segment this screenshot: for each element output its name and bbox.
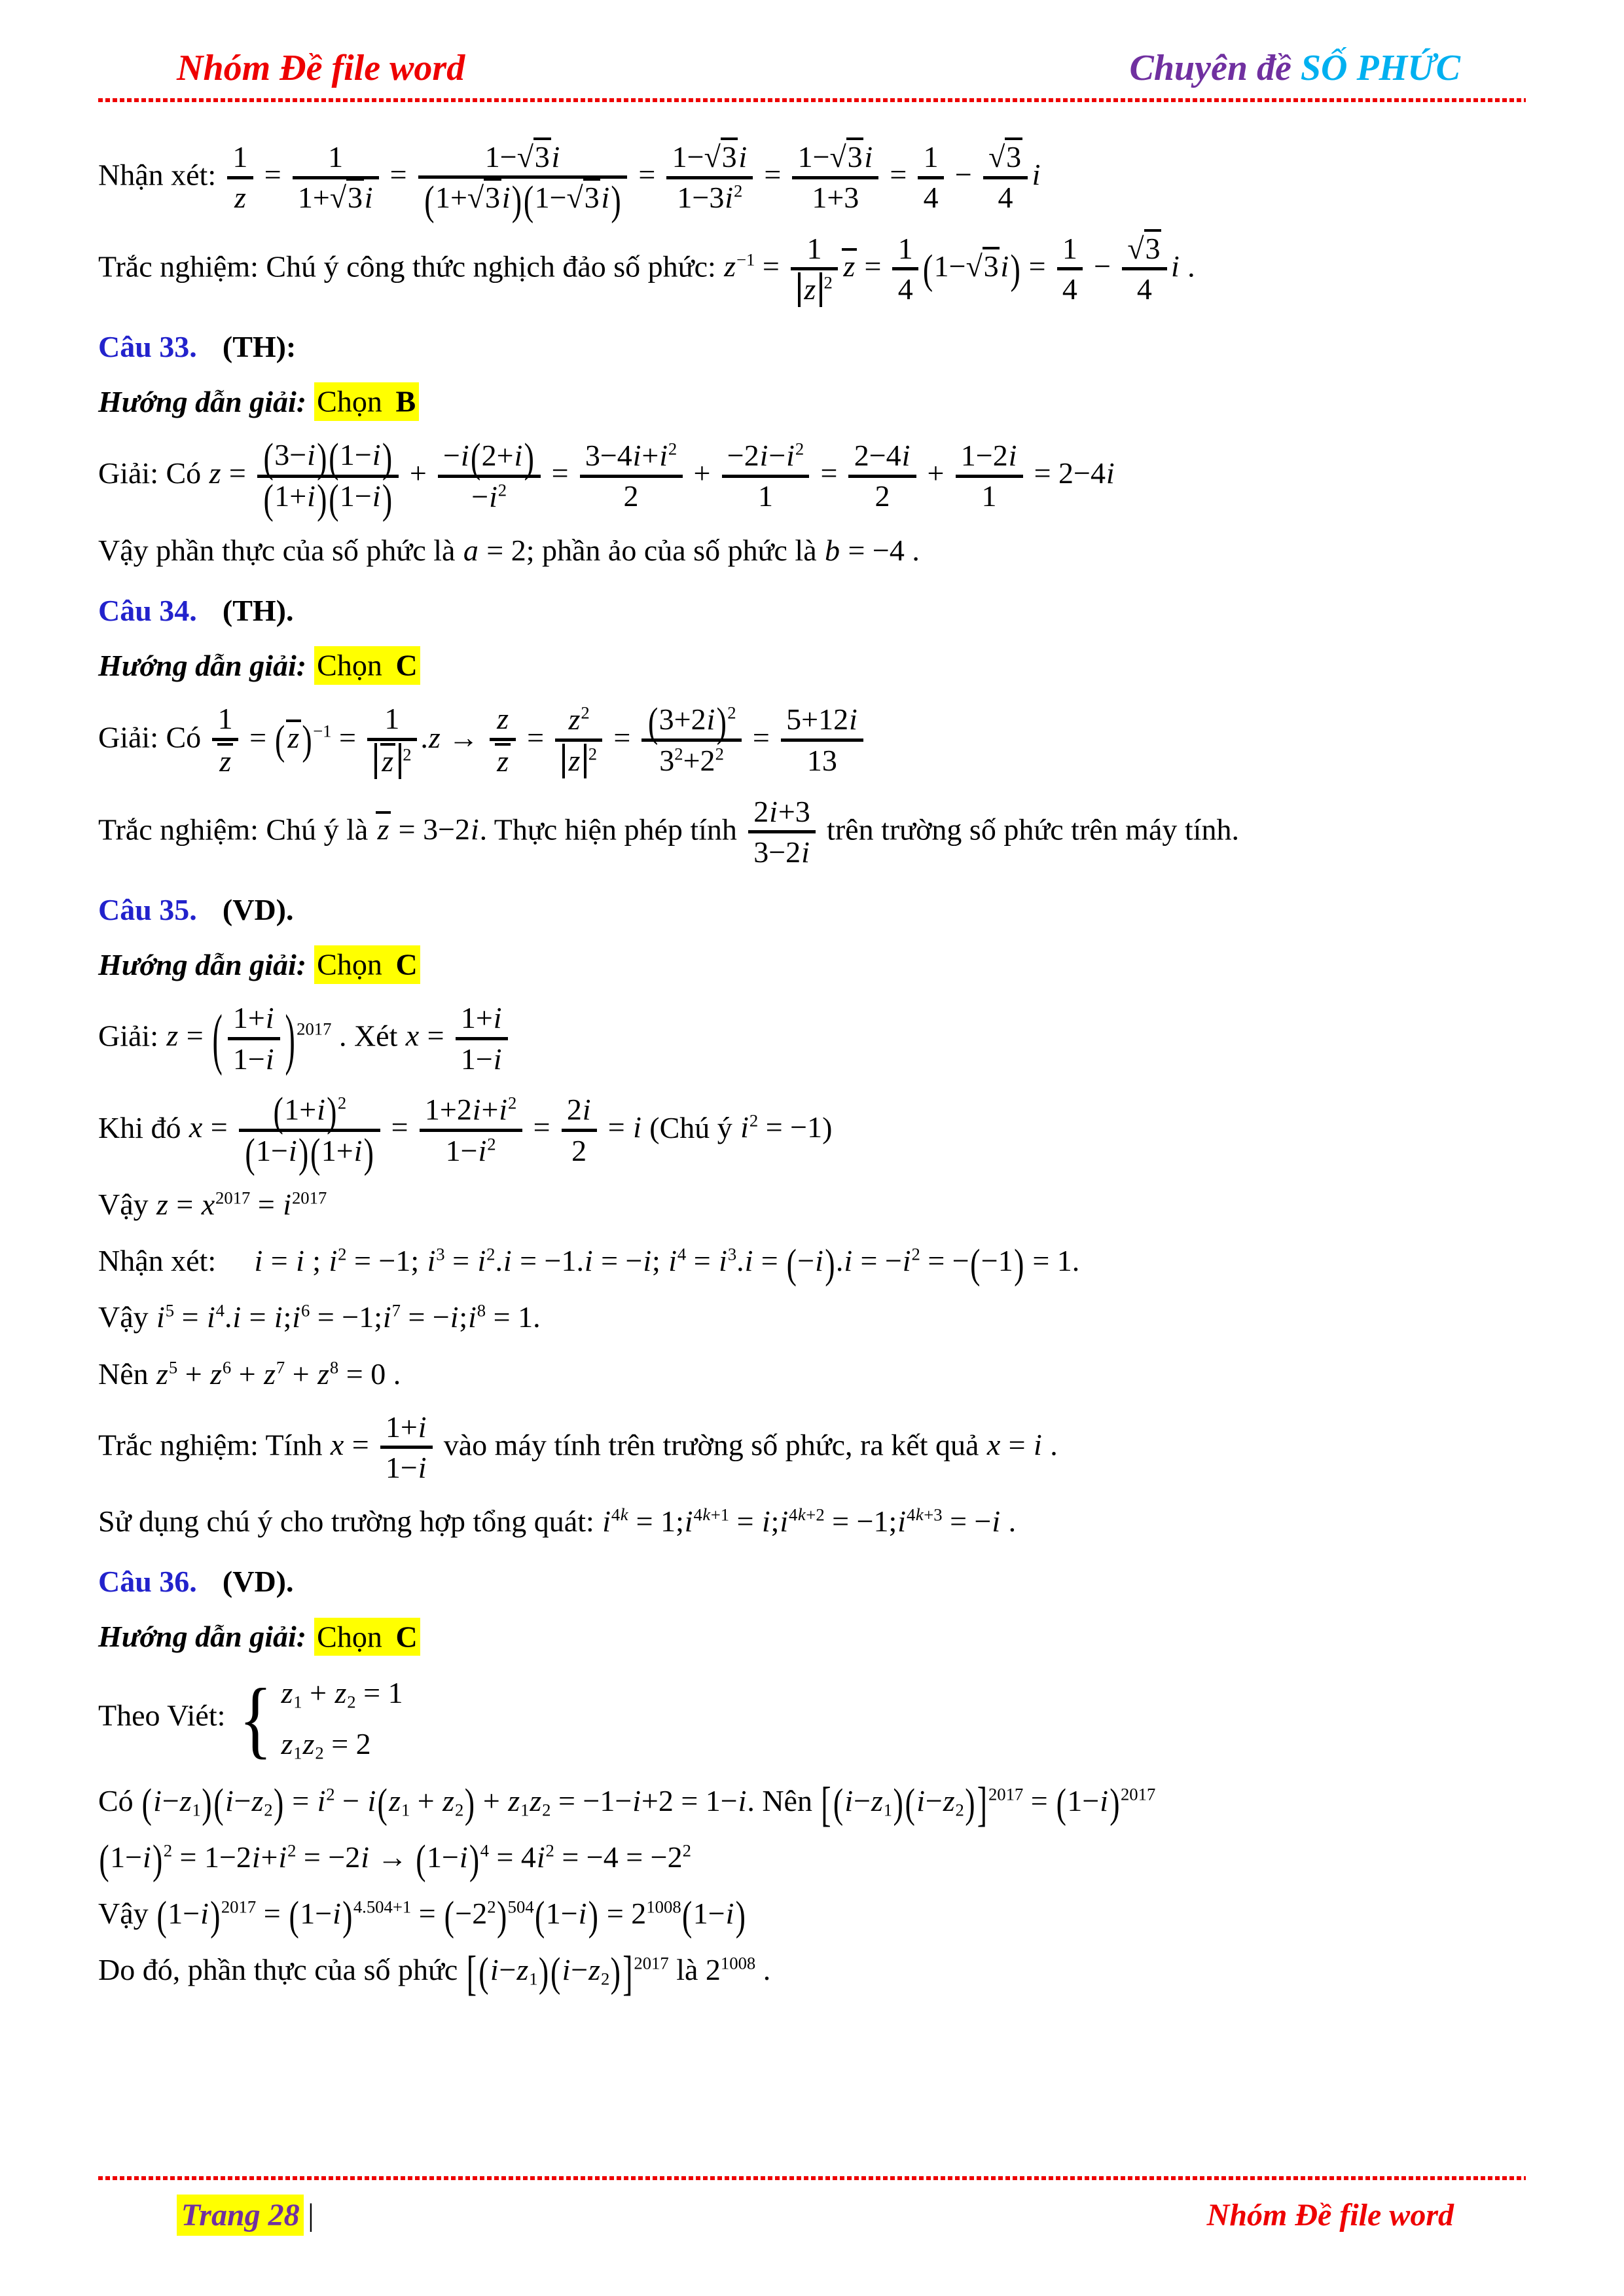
solution-34-answer [98,646,1526,686]
text-run: Trắc nghiệm: Tính [98,1427,330,1461]
text-run: là [668,1952,706,1986]
text-run: . [904,533,920,567]
text-run: Câu 35. [98,892,197,926]
solution-33-work [98,434,1526,522]
math-expression: { $z_1 + z_2 = 1$ $z_1z_2 = 2$ [239,1670,403,1767]
math-expression: $\frac{1}{z}$ = $(z)^{-1}$ = $\frac{1}{z ^2}$ .z → $\frac{z}{z}$ = $\frac{z^2}{z ^2}$ = $\frac{(3+2i)^2}{3^2+2^2}$ = $\frac{5+12i}{13}$ [209,721,867,754]
page-header [98,37,1526,89]
text-run: Vậy [98,1300,156,1334]
text-run: . [386,1357,401,1391]
text-run: Do đó, phần thực của số phức [98,1952,465,1986]
text-run: (VD). [222,1565,294,1599]
text-run: ; phần ảo của số phức là [526,533,825,567]
text-run: Câu 33. [98,330,197,364]
content [98,102,1526,2000]
remark-inverse-formula [98,139,1526,224]
remark-powers-of-i [98,1241,1526,1287]
math-expression: $(i-z_1)(i-z_2) = i^2 - i(z_1 + z_2) + z_1z_2 = -1-i+2 = 1-i$ [141,1780,747,1827]
text-run: (TH): [222,330,297,364]
math-expression: a = 2 [463,533,526,567]
mc-tip-35 [98,1410,1526,1485]
solution-36-answer [98,1616,1526,1657]
solution-36-conclusion [98,1946,1526,2000]
math-expression: $z^{-1}$ = $\frac{1}{z ^2}$ z = $\frac{1}{4}$ (1−√3i) = $\frac{1}{4}$ − $\frac{√3}{4}$ i [723,249,1180,283]
text-run: vào máy tính trên trường số phức, ra kết quả [436,1427,986,1461]
mc-tip-34 [98,795,1526,870]
text-run: ) [822,1110,833,1144]
text-run: Giải: Có [98,456,209,490]
text-run: Nhận xét: [98,1244,254,1278]
text-run: Câu 34. [98,594,197,628]
math-expression: $\frac{1}{z}$ = $\frac{1}{1+√3i}$ = $\frac{1-√3i}{(1+√3i)(1-√3i)}$ = $\frac{1-√3i}{1-3i^2}$ = $\frac{1-√3i}{1+3}$ = $\frac{1}{4}$ − $\frac{√3}{4}$ i [224,158,1041,191]
math-expression: $\frac{2i+3}{3-2i}$ [744,812,819,846]
text-run: Vậy phần thực của số phức là [98,533,463,567]
text-run: Nên [98,1357,156,1391]
powers-5-to-8 [98,1297,1526,1338]
text-run: (Chú ý [641,1110,740,1144]
text-run: . Thực hiện phép tính [479,812,745,846]
math-expression: x = $\frac{1+i}{1-i}$ [330,1428,436,1461]
solution-34-work [98,699,1526,778]
text-run: Câu 36. [98,1565,197,1599]
question-35-heading [98,890,1526,930]
header-topic [1130,48,1460,89]
math-expression: z = ( $\frac{1+i}{1-i}$ )$^{2017}$ [166,1000,332,1076]
footer-row [98,2180,1526,2233]
mc-tip-inverse [98,232,1526,307]
text-run: Trắc nghiệm: Chú ý là [98,812,376,846]
header-topic-name: SỐ PHỨC [1300,48,1460,88]
text-run: Hướng dẫn giải: [98,1620,314,1654]
text-run: . Nên [747,1783,820,1817]
text-run: . [755,1952,771,1986]
solution-36-power [98,1893,1526,1939]
math-expression: $i^2 = -1$ [740,1110,823,1144]
text-run: Hướng dẫn giải: [98,948,314,982]
footer-separator: | [308,2198,314,2232]
text-run: . [1180,249,1195,283]
math-expression: $2^{1008}$ [705,1952,756,1986]
text-run: C [393,945,420,983]
footer-brand: Nhóm Đề file word [1206,2198,1454,2232]
header-brand: Nhóm Đề file word [177,48,465,88]
solution-36-product [98,1776,1526,1831]
math-expression: x = i [986,1427,1042,1461]
text-run: . [533,1300,541,1334]
question-34-heading [98,591,1526,631]
text-run: trên trường số phức trên máy tính. [819,812,1239,846]
text-run: (VD). [222,892,294,926]
solution-35-setup [98,1001,1526,1076]
question-36-heading [98,1561,1526,1602]
text-run: Chọn [314,382,393,420]
solution-35-compute [98,1089,1526,1176]
page-footer [98,2167,1526,2233]
text-run: . [1001,1504,1017,1539]
math-expression: $i^{4k}$ = $1;i^{4k+1}$ = $i;i^{4k+2}$ = $-1;i^{4k+3} = -i$ [602,1504,1001,1539]
math-expression: $(1-i)^{2017} = (1-i)^{4.504+1} = (-2^2)^{504}(1-i) = 2^{1008}(1-i)$ [156,1893,746,1939]
math-expression: $i^5 = i^4.i$ = $i;i^6$ = $-1;i^7$ = $-i;i^8 = 1$ [156,1300,533,1334]
text-run: C [393,1618,420,1656]
math-expression: $z^5 + z^6 + z^7 + z^8 = 0$ [156,1357,386,1391]
math-expression: z = $\frac{(3-i)(1-i)}{(1+i)(1-i)}$ + $\frac{-i(2+i)}{-i^2}$ = $\frac{3-4i+i^2}{2}$ + $\frac{-2i-i^2}{1}$ = $\frac{2-4i}{2}$ + $\frac{1-2i}{1}$ = 2−4i [209,434,1115,522]
text-run: Hướng dẫn giải: [98,385,314,419]
text-run: Khi đó [98,1110,189,1144]
math-expression: b = −4 [825,533,905,567]
text-run: Theo Viét: [98,1699,233,1732]
solution-35-answer [98,945,1526,985]
question-33-heading [98,327,1526,367]
text-run: Sử dụng chú ý cho trường hợp tổng quát: [98,1504,602,1539]
text-run: C [393,646,420,684]
solution-36-squares [98,1836,1526,1883]
text-run: Trắc nghiệm: Chú ý công thức nghịch đảo số phức: [98,249,724,283]
text-run: . [1072,1244,1080,1278]
math-expression: $(1-i)^2 = 1-2i+i^2 = -2i \to (1-i)^4 = 4i^2 = -4 = -2^2$ [99,1836,691,1883]
sum-zero [98,1354,1526,1394]
solution-33-answer [98,382,1526,422]
footer-page-number: Trang 28 [177,2195,304,2236]
solution-35-power [98,1184,1526,1225]
text-run: . [1042,1427,1058,1461]
text-run: Hướng dẫn giải: [98,649,314,683]
footer-page [177,2197,314,2233]
text-run: B [393,382,419,420]
math-expression: i = i ; $i^2 = -1$; $i^3 = i^2.i = -1.i = -i$; $i^4 = i^3.i = (-i).i = -i^2 = -(-1) = 1$ [254,1241,1072,1287]
text-run: Chọn [314,646,393,684]
text-run: Vậy [98,1896,156,1930]
text-run: Vậy [98,1188,156,1222]
general-case-note [98,1501,1526,1542]
text-run: (TH). [222,594,294,628]
header-topic-prefix: Chuyên đề [1129,48,1301,88]
text-run: Chọn [314,1618,393,1656]
text-run: Nhận xét: [98,158,224,192]
math-expression: $z = x^{2017} = i^{2017}$ [156,1188,327,1222]
math-expression: x = $\frac{(1+i)^2}{(1-i)(1+i)}$ = $\frac{1+2i+i^2}{1-i^2}$ = $\frac{2i}{2}$ = i [189,1089,641,1176]
viet-system [98,1670,1526,1767]
math-expression: $[(i-z_1)(i-z_2)]^{2017} = (1-i)^{2017}$ [821,1776,1156,1831]
text-run: Chọn [314,945,393,983]
text-run: Giải: [98,1019,166,1053]
math-expression: x = $\frac{1+i}{1-i}$ [405,1019,511,1052]
text-run: . Xét [331,1019,405,1053]
math-expression: z = 3−2i [376,812,480,846]
math-expression: $[(i-z_1)(i-z_2)]^{2017}$ [466,1946,669,2000]
text-run: Có [98,1783,141,1817]
solution-33-conclusion [98,530,1526,571]
text-run: Giải: Có [98,720,209,754]
